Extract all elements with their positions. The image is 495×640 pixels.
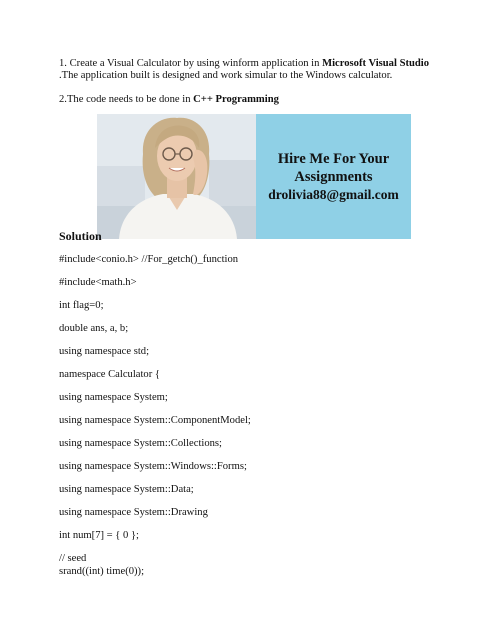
code-line: #include<math.h> [59,277,137,288]
code-line: double ans, a, b; [59,323,129,334]
code-line: // seed [59,553,87,564]
intro-text-2: 2.The code needs to be done in [59,94,194,105]
intro-paragraph-2 [59,93,279,106]
banner-line-2: Assignments [294,169,373,185]
code-line: using namespace System::Drawing [59,507,208,518]
code-line: #include<conio.h> //For_getch()_function [59,254,239,265]
woman-photo-illustration [97,114,256,239]
intro-text: 1. Create a Visual Calculator by using winform application in [59,58,323,69]
intro-bold-visual-studio: Microsoft Visual Studio [322,58,430,69]
code-line: using namespace System::ComponentModel; [59,415,251,426]
solution-heading: Solution [59,229,102,243]
intro-paragraph-1 [59,58,439,82]
code-line: namespace Calculator { [59,369,160,380]
code-line: using namespace System::Data; [59,484,194,495]
code-line: srand((int) time(0)); [59,566,145,577]
code-line: int num[7] = { 0 }; [59,530,139,541]
banner-line-1: Hire Me For Your [277,151,390,167]
code-line: using namespace std; [59,346,150,357]
advertisement-banner [97,114,411,239]
intro-text-suffix: .The application built is designed and work simular to the Windows calculator. [59,70,393,81]
woman-with-glasses-photo [97,114,256,239]
code-line: int flag=0; [59,300,104,311]
intro-bold-cpp: C++ Programming [193,94,279,105]
hire-me-banner [256,114,411,239]
code-line: using namespace System; [59,392,168,403]
code-line: using namespace System::Windows::Forms; [59,461,247,472]
code-line: using namespace System::Collections; [59,438,223,449]
banner-email: drolivia88@gmail.com [268,187,399,202]
